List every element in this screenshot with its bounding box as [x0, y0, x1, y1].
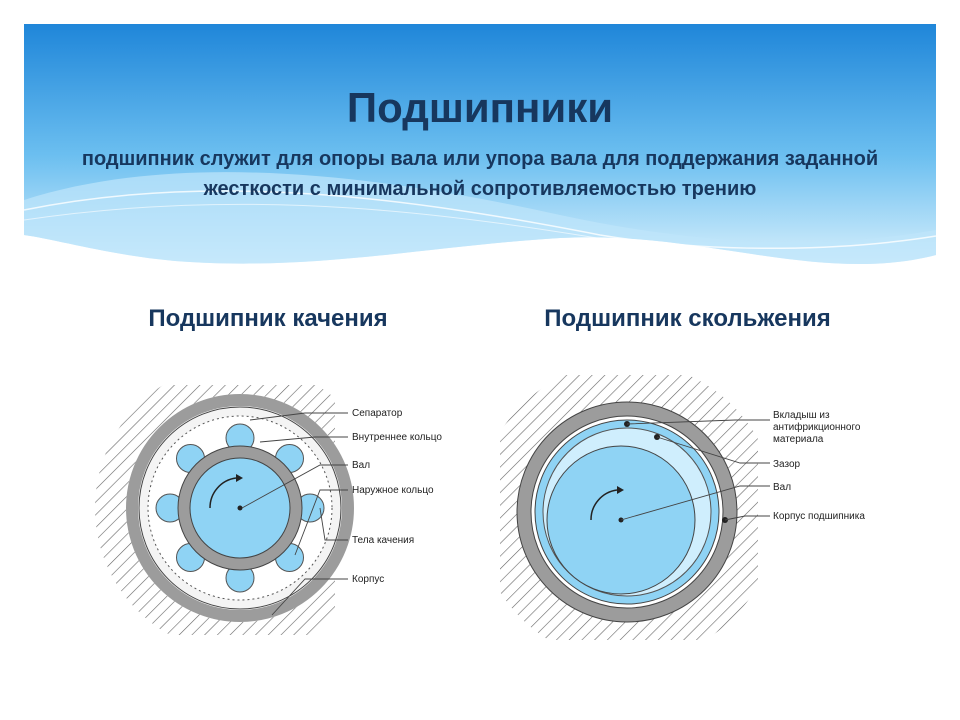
- label-liner-line3: материала: [773, 434, 824, 445]
- plain-bearing-heading: Подшипник скольжения: [544, 305, 831, 332]
- rolling-bearing-heading: Подшипник качения: [148, 305, 388, 332]
- label-outer-ring: Наружное кольцо: [352, 485, 434, 496]
- plain-bearing-diagram: [495, 370, 895, 645]
- slide-title: Подшипники: [346, 84, 614, 131]
- label-separator: Сепаратор: [352, 408, 403, 419]
- label-shaft: Вал: [352, 460, 371, 471]
- label-rolling-elements: Тела качения: [352, 535, 415, 546]
- label-liner-line2: антифрикционного: [773, 422, 861, 433]
- label-clearance: Зазор: [773, 459, 801, 470]
- rolling-bearing-diagram: [90, 380, 460, 640]
- label-inner-ring: Внутреннее кольцо: [352, 432, 442, 443]
- slide-subtitle: подшипник служит для опоры вала или упора вала для поддержания заданной жесткости с минимальной сопротивляемостью трению: [81, 148, 879, 200]
- label-housing: Корпус: [352, 574, 385, 585]
- label-shaft: Вал: [773, 482, 792, 493]
- label-liner-line1: Вкладыш из: [773, 410, 830, 421]
- label-bearing-housing: Корпус подшипника: [773, 511, 865, 522]
